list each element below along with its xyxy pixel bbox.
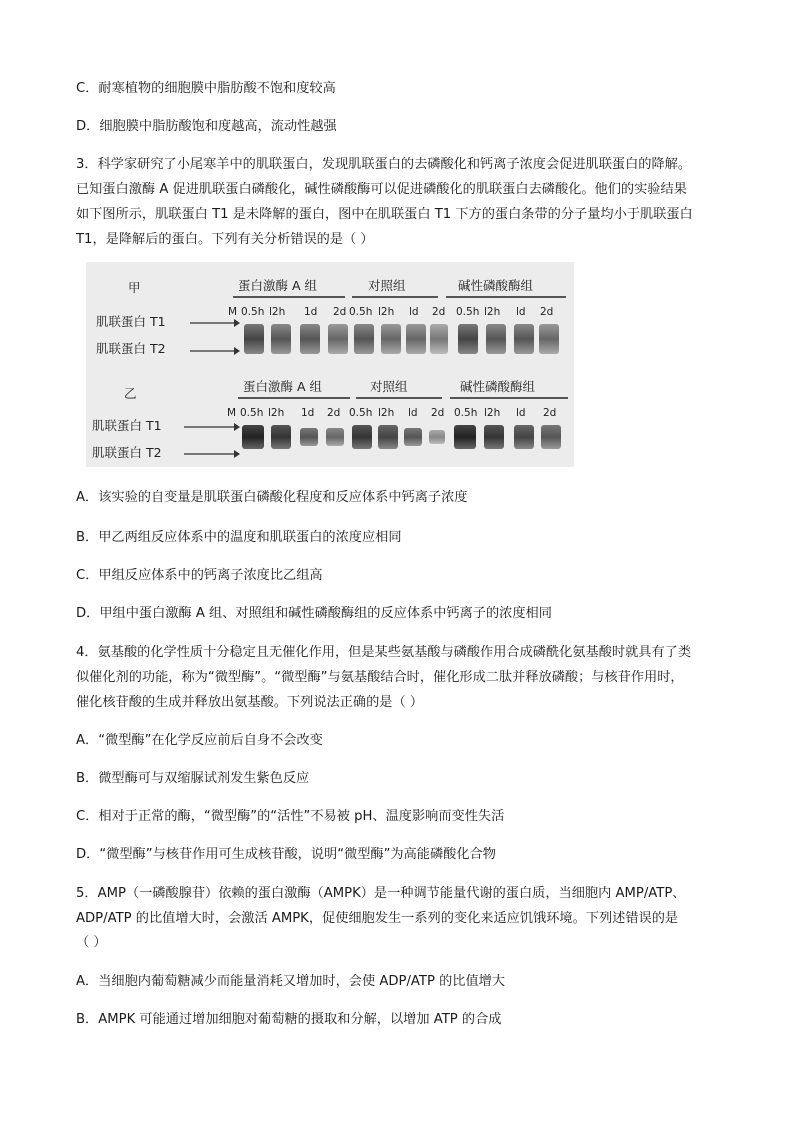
q4-option-b: B．微型酶可与双缩脲试剂发生紫色反应: [76, 771, 310, 786]
lane-label: ld: [408, 407, 418, 419]
gel-band: [484, 425, 504, 449]
question-3-stem-line-2: 已知蛋白激酶 A 促进肌联蛋白磷酸化，碱性磷酸酶可以促进磷酸化的肌联蛋白去磷酸化。他们的实验结果: [76, 182, 687, 197]
question-5-stem-line-3: （ ）: [76, 935, 107, 950]
gel-band: [300, 324, 320, 354]
gel-band: [429, 430, 445, 444]
gel-band: [378, 425, 398, 449]
question-5-stem-line-1: 5．AMP（一磷酸腺苷）依赖的蛋白激酶（AMPK）是一种调节能量代谢的蛋白质，当细胞内 AMP/ATP、: [76, 886, 686, 901]
question-4-stem-line-2: 似催化剂的功能，称为“微型酶”。“微型酶”与氨基酸结合时，催化形成二肽并释放磷酸；与核苷作用时，: [76, 670, 684, 685]
group-label-kinase: 蛋白激酶 A 组: [243, 379, 322, 394]
lane-label: 0.5h: [241, 306, 265, 318]
arrow-icon: [184, 449, 240, 459]
lane-label: 0.5h: [240, 407, 264, 419]
q4-option-d: D．“微型酶”与核苷作用可生成核苷酸，说明“微型酶”为高能磷酸化合物: [76, 847, 496, 862]
gel-band: [271, 425, 291, 449]
gel-band: [404, 428, 422, 446]
q4-option-c: C．相对于正常的酶，“微型酶”的“活性”不易被 pH、温度影响而变性失活: [76, 809, 505, 824]
lane-label-marker: M: [227, 407, 237, 419]
row-label-t1: 肌联蛋白 T1: [92, 418, 162, 433]
gel-band: [454, 425, 476, 449]
lane-label: 2d: [431, 407, 445, 419]
q3-option-c: C．甲组反应体系中的钙离子浓度比乙组高: [76, 568, 323, 583]
row-label-t2: 肌联蛋白 T2: [96, 341, 166, 356]
gel-band: [326, 428, 344, 446]
gel-band: [300, 428, 318, 446]
q3-option-b: B．甲乙两组反应体系中的温度和肌联蛋白的浓度应相同: [76, 530, 402, 545]
gel-electrophoresis-figure: [86, 262, 574, 467]
panel-label-yi: 乙: [124, 386, 137, 401]
panel-label-jia: 甲: [128, 280, 141, 295]
gel-band: [539, 324, 559, 354]
group-label-control: 对照组: [370, 379, 408, 394]
arrow-icon: [190, 318, 240, 328]
gel-band: [541, 425, 561, 449]
row-label-t2: 肌联蛋白 T2: [92, 445, 162, 460]
q5-option-b: B．AMPK 可能通过增加细胞对葡萄糖的摄取和分解，以增加 ATP 的合成: [76, 1012, 502, 1027]
gel-band: [514, 425, 534, 449]
question-3-stem-line-3: 如下图所示，肌联蛋白 T1 是未降解的蛋白，图中在肌联蛋白 T1 下方的蛋白条带的分子量均小于肌联蛋白: [76, 207, 693, 222]
group-bracket: [352, 296, 438, 298]
group-label-kinase: 蛋白激酶 A 组: [238, 278, 317, 293]
question-3-stem-line-4: T1，是降解后的蛋白。下列有关分析错误的是（ ）: [76, 232, 374, 247]
lane-label: l2h: [268, 407, 285, 419]
lane-label: l2h: [378, 407, 395, 419]
gel-band: [381, 324, 401, 354]
lane-label: 2d: [333, 306, 347, 318]
gel-band: [514, 324, 534, 354]
option-d-q2: D．细胞膜中脂肪酸饱和度越高，流动性越强: [76, 119, 337, 134]
lane-label: l2h: [378, 306, 395, 318]
question-3-stem-line-1: 3．科学家研究了小尾寒羊中的肌联蛋白，发现肌联蛋白的去磷酸化和钙离子浓度会促进肌联蛋白的降解。: [76, 157, 692, 172]
lane-label: 1d: [304, 306, 318, 318]
lane-label: 2d: [543, 407, 557, 419]
arrow-icon: [190, 346, 240, 356]
option-c-q2: C．耐寒植物的细胞膜中脂肪酸不饱和度较高: [76, 81, 336, 96]
arrow-icon: [184, 422, 240, 432]
lane-label: l2h: [269, 306, 286, 318]
group-label-phosphatase: 碱性磷酸酶组: [458, 278, 534, 293]
gel-band: [352, 425, 372, 449]
question-4-stem-line-3: 催化核苷酸的生成并释放出氨基酸。下列说法正确的是（ ）: [76, 695, 424, 710]
lane-label: 0.5h: [454, 407, 478, 419]
q3-option-a: A．该实验的自变量是肌联蛋白磷酸化程度和反应体系中钙离子浓度: [76, 490, 468, 505]
q4-option-a: A．“微型酶”在化学反应前后自身不会改变: [76, 733, 323, 748]
gel-band: [244, 324, 264, 354]
group-bracket: [450, 397, 568, 399]
gel-band: [242, 425, 264, 449]
lane-label: ld: [409, 306, 419, 318]
lane-label: l2h: [484, 407, 501, 419]
lane-label: l2h: [484, 306, 501, 318]
q3-option-d: D．甲组中蛋白激酶 A 组、对照组和碱性磷酸酶组的反应体系中钙离子的浓度相同: [76, 606, 552, 621]
lane-label-marker: M: [228, 306, 238, 318]
group-bracket: [446, 296, 566, 298]
gel-band: [430, 324, 448, 354]
lane-label: 0.5h: [349, 407, 373, 419]
gel-band: [271, 324, 291, 354]
lane-label: ld: [516, 407, 526, 419]
gel-band: [458, 324, 478, 354]
lane-label: 2d: [432, 306, 446, 318]
lane-label: 0.5h: [456, 306, 480, 318]
question-4-stem-line-1: 4．氨基酸的化学性质十分稳定且无催化作用，但是某些氨基酸与磷酸作用合成磷酰化氨基酸时就具有了类: [76, 645, 692, 660]
group-label-control: 对照组: [368, 278, 406, 293]
gel-band: [406, 324, 426, 354]
gel-band: [486, 324, 506, 354]
lane-label: ld: [516, 306, 526, 318]
lane-label: 1d: [301, 407, 315, 419]
group-bracket: [238, 397, 350, 399]
group-bracket: [233, 296, 345, 298]
q5-option-a: A．当细胞内葡萄糖减少而能量消耗又增加时，会使 ADP/ATP 的比值增大: [76, 974, 506, 989]
group-label-phosphatase: 碱性磷酸酶组: [460, 379, 536, 394]
row-label-t1: 肌联蛋白 T1: [96, 314, 166, 329]
gel-band: [354, 324, 374, 354]
question-5-stem-line-2: ADP/ATP 的比值增大时，会激活 AMPK，促使细胞发生一系列的变化来适应饥饿环境。下列述错误的是: [76, 911, 679, 926]
lane-label: 2d: [540, 306, 554, 318]
gel-band: [328, 324, 348, 354]
lane-label: 0.5h: [349, 306, 373, 318]
lane-label: 2d: [327, 407, 341, 419]
group-bracket: [356, 397, 442, 399]
